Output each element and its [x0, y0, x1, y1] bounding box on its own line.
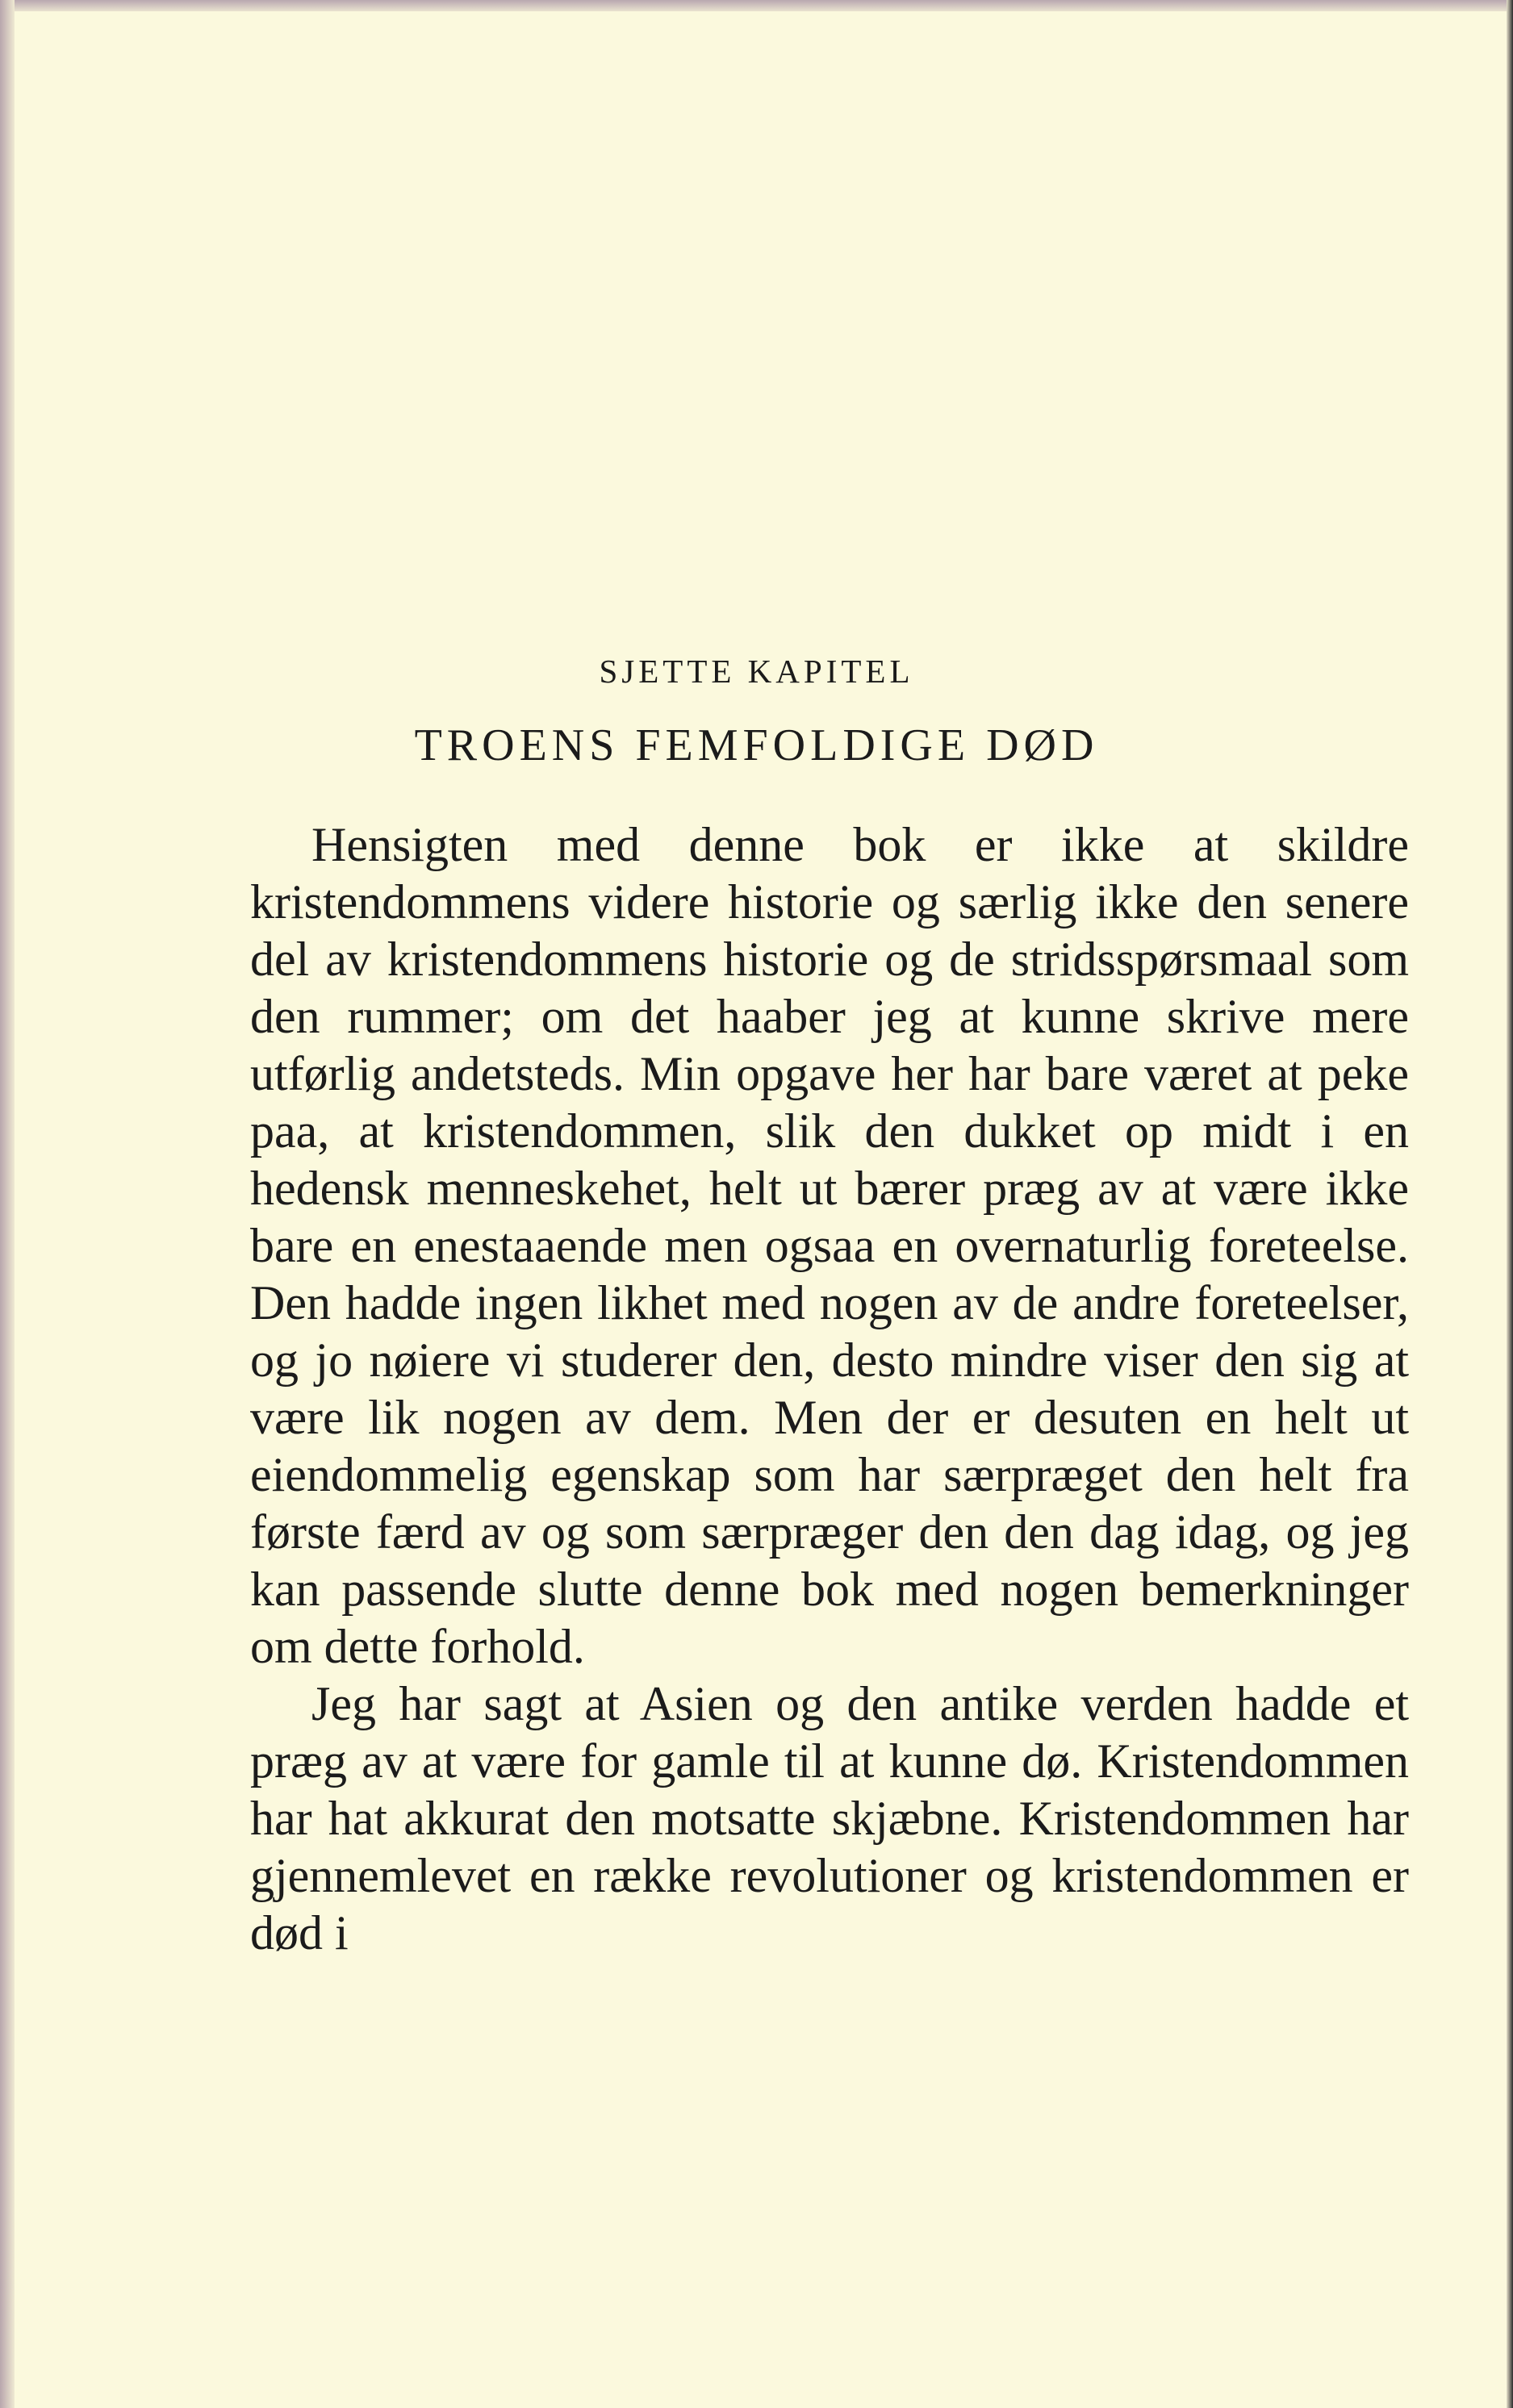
page-edge-left: [0, 0, 15, 2408]
body-text: [250, 816, 1409, 1962]
chapter-label: SJETTE KAPITEL: [599, 653, 914, 690]
paragraph-2: Jeg har sagt at Asien og den antike verden hadde et præg av at være for gamle til at kunne dø. Kristendommen har hat akkurat den motsatte skjæbne. Kristendommen har gjennemlevet en række revolutioner og kristendommen er død i: [250, 1677, 1409, 1959]
chapter-title: TROENS FEMFOLDIGE DØD: [414, 720, 1099, 770]
page-edge-right: [1507, 0, 1513, 2408]
paragraph-1: Hensigten med denne bok er ikke at skildre kristendommens videre historie og særlig ikke den senere del av kristendommens historie og de stridsspørsmaal som den rummer; om det haaber jeg at kunne skrive mere utførlig andetsteds. Min opgave her har bare været at peke paa, at kristendommen, slik den dukket op midt i en hedensk menneskehet, helt ut bærer præg av at være ikke bare en enestaaende men ogsaa en overnaturlig foreteelse. Den hadde ingen likhet med nogen av de andre foreteelser, og jo nøiere vi studerer den, desto mindre viser den sig at være lik nogen av dem. Men der er desuten en helt ut eiendommelig egenskap som har særpræget den helt fra første færd av og som særpræger den den dag idag, og jeg kan passende slutte denne bok med nogen bemerkninger om dette forhold.: [250, 818, 1409, 1673]
page-edge-top: [0, 0, 1513, 11]
